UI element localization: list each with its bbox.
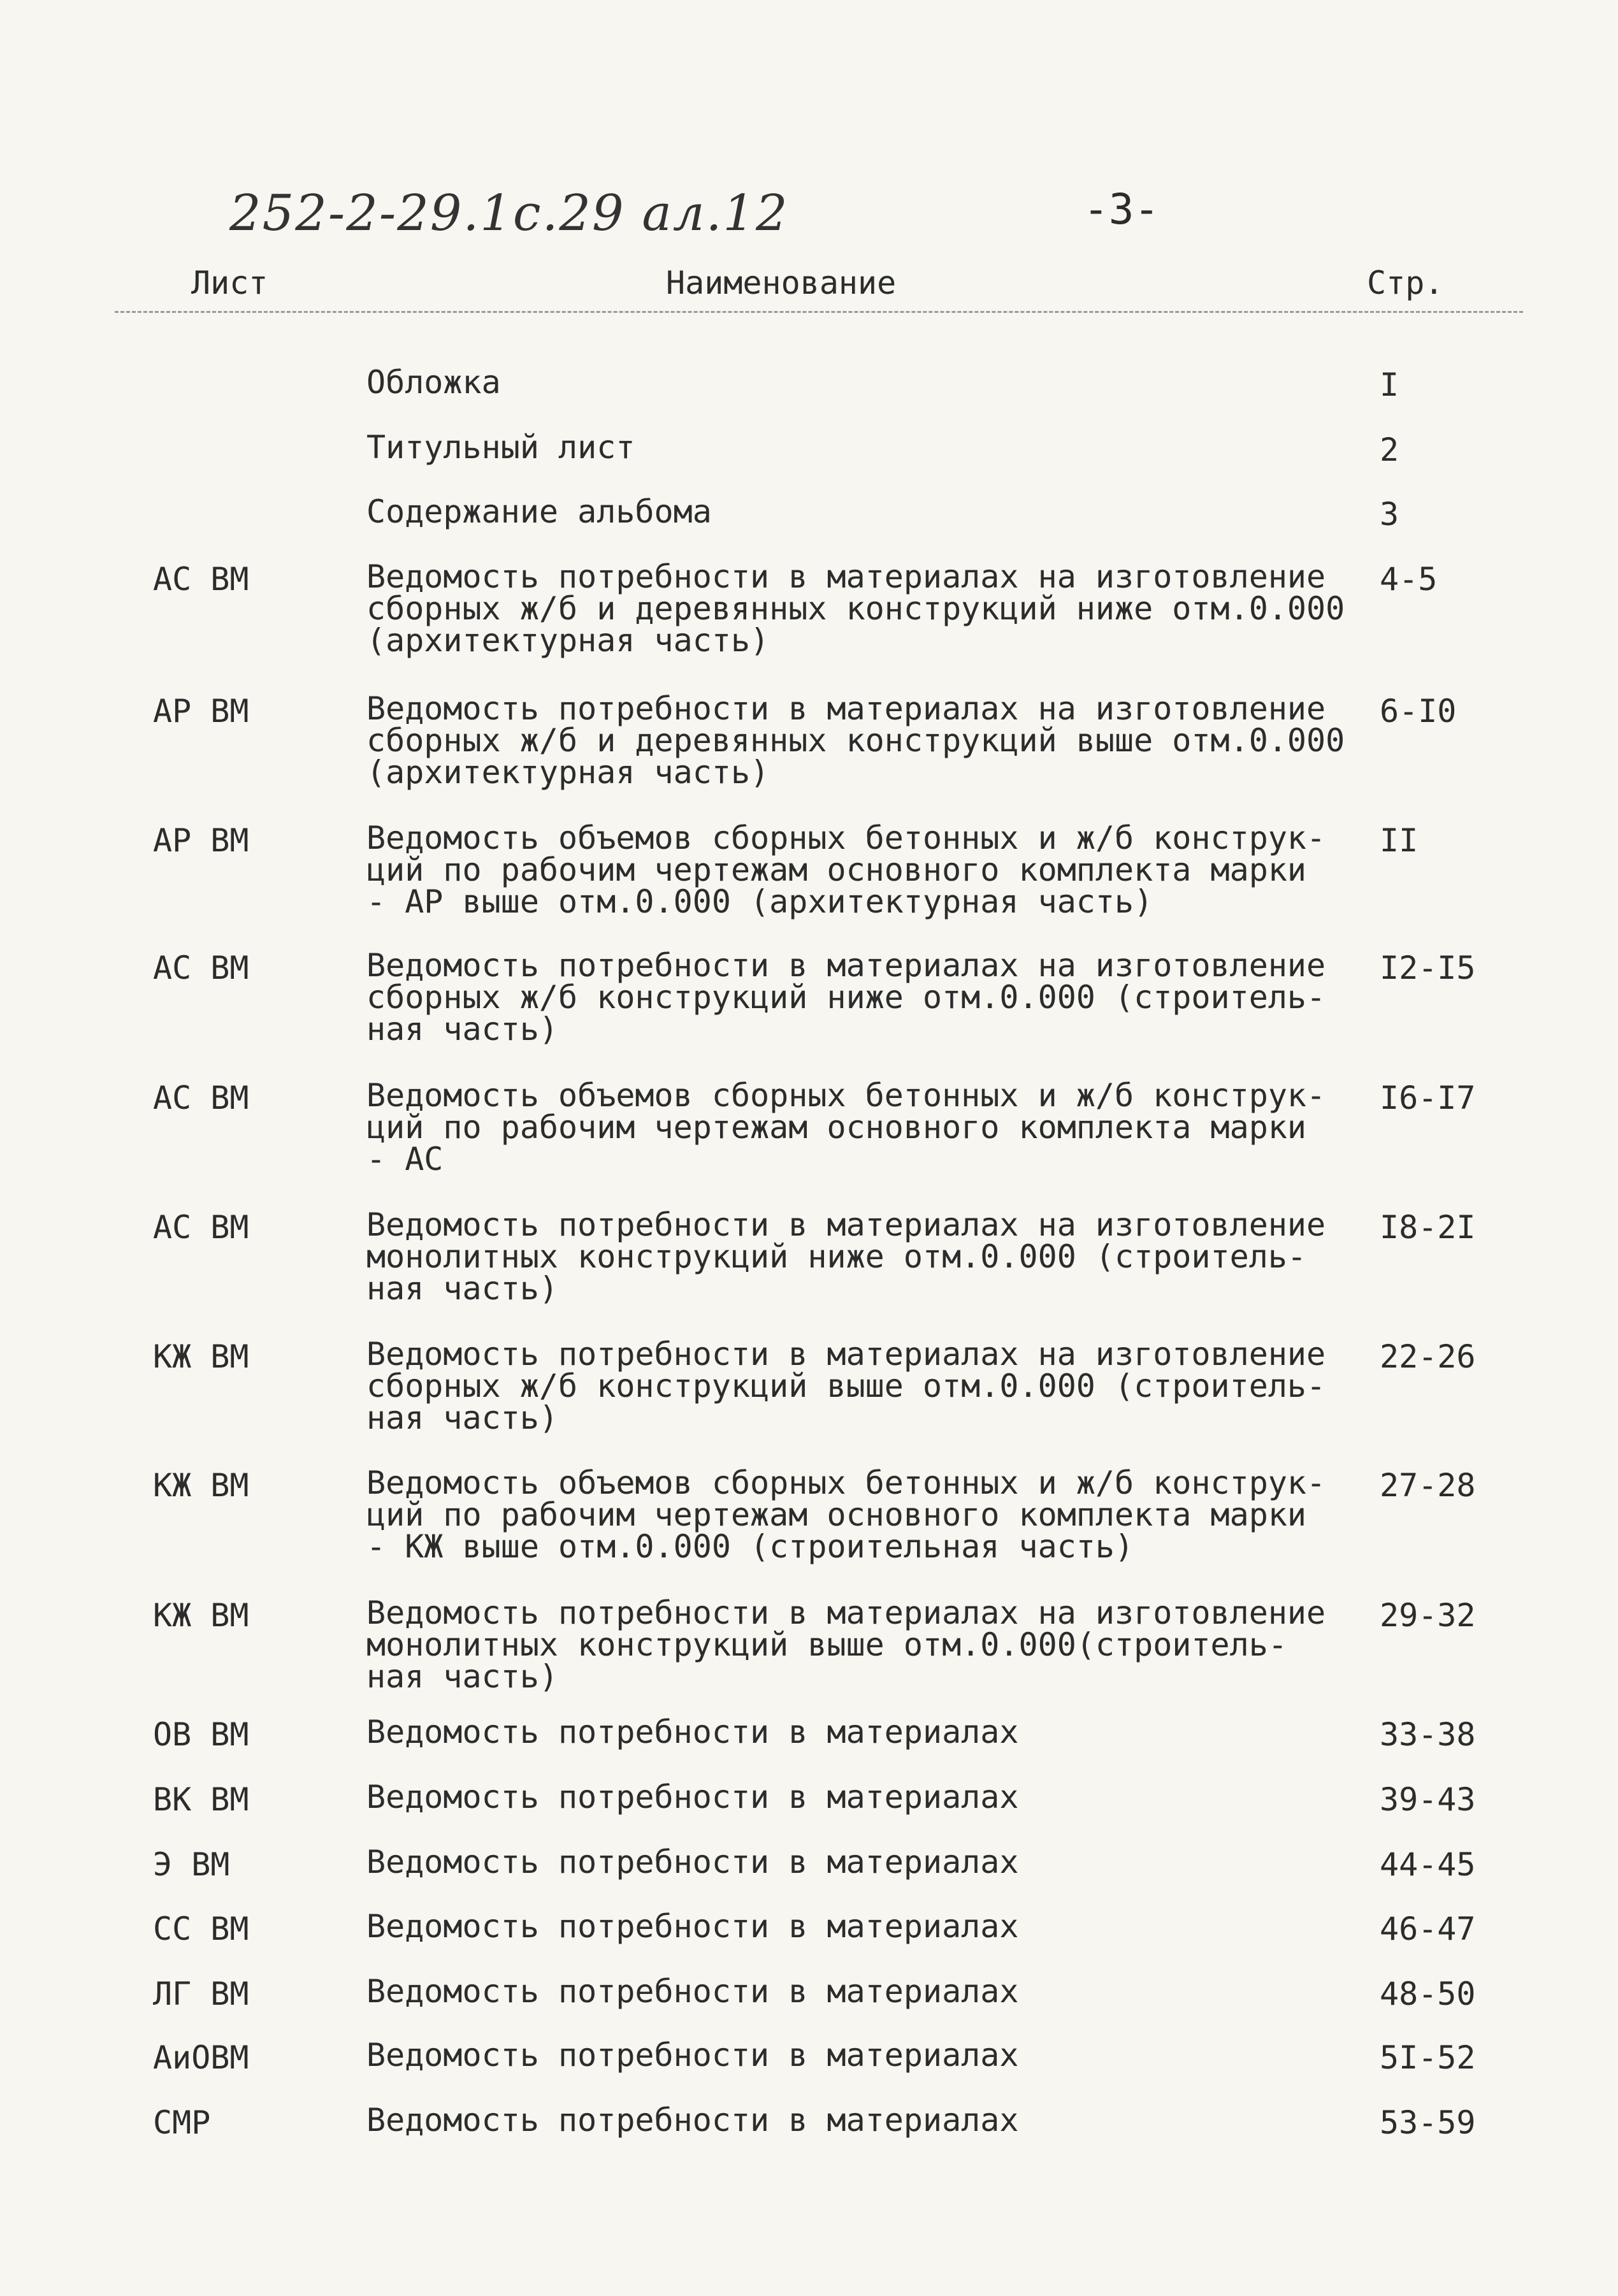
page-range: 53-59: [1380, 2104, 1476, 2141]
sheet-code: КЖ ВМ: [153, 1597, 249, 1634]
sheet-code: АР ВМ: [153, 822, 249, 859]
sheet-code: СМР: [153, 2104, 211, 2141]
item-title: Ведомость потребности в материалах на изготовление сборных ж/б конструкций ниже отм.0.000 (строитель- ная часть): [366, 947, 1326, 1048]
sheet-code: Э ВМ: [153, 1846, 230, 1883]
column-header-page: Стр.: [1367, 264, 1444, 301]
page-range: 5I-52: [1380, 2039, 1476, 2076]
page-range: I2-I5: [1380, 949, 1476, 986]
item-title: Ведомость потребности в материалах: [366, 1908, 1019, 1945]
page-range: I8-2I: [1380, 1209, 1476, 1246]
sheet-code: КЖ ВМ: [153, 1338, 249, 1375]
column-header-name: Наименование: [666, 264, 897, 301]
item-title: Ведомость потребности в материалах: [366, 2037, 1019, 2074]
page-range: 3: [1380, 496, 1399, 533]
page-range: 39-43: [1380, 1781, 1476, 1818]
page-range: 22-26: [1380, 1338, 1476, 1375]
sheet-code: АС ВМ: [153, 561, 249, 598]
page-range: 2: [1380, 431, 1399, 468]
sheet-code: ВК ВМ: [153, 1781, 249, 1818]
sheet-code: СС ВМ: [153, 1910, 249, 1947]
item-title: Обложка: [366, 364, 501, 401]
item-title: Ведомость потребности в материалах на изготовление сборных ж/б и деревянных конструкций ниже отм.0.000 (архитектурная часть): [366, 558, 1345, 659]
sheet-code: АС ВМ: [153, 1209, 249, 1246]
column-header-sheet: Лист: [191, 264, 268, 301]
item-title: Ведомость потребности в материалах: [366, 2102, 1019, 2139]
item-title: Ведомость потребности в материалах: [366, 1714, 1019, 1751]
item-title: Ведомость потребности в материалах на изготовление сборных ж/б конструкций выше отм.0.000 (строитель- ная часть): [366, 1336, 1326, 1436]
item-title: Титульный лист: [366, 429, 635, 466]
item-title: Ведомость потребности в материалах на изготовление сборных ж/б и деревянных конструкций выше отм.0.000 (архитектурная часть): [366, 690, 1345, 791]
page-range: I6-I7: [1380, 1079, 1476, 1116]
document-code: 252-2-29.1с.29 ал.12: [229, 185, 789, 242]
sheet-code: АР ВМ: [153, 693, 249, 730]
sheet-code: КЖ ВМ: [153, 1467, 249, 1504]
item-title: Ведомость потребности в материалах: [366, 1844, 1019, 1881]
item-title: Ведомость потребности в материалах на изготовление монолитных конструкций выше отм.0.000(строитель- ная часть): [366, 1594, 1326, 1695]
page-number: -3-: [1083, 185, 1160, 234]
page-range: 4-5: [1380, 561, 1438, 598]
sheet-code: ЛГ ВМ: [153, 1975, 249, 2012]
item-title: Ведомость объемов сборных бетонных и ж/б конструк- ций по рабочим чертежам основного комплекта марки - КЖ выше отм.0.000 (строительная часть): [366, 1464, 1326, 1565]
page-range: 6-I0: [1380, 693, 1457, 730]
item-title: Ведомость потребности в материалах: [366, 1779, 1019, 1816]
item-title: Содержание альбома: [366, 493, 712, 530]
header-divider: [115, 311, 1523, 313]
item-title: Ведомость потребности в материалах: [366, 1973, 1019, 2010]
item-title: Ведомость потребности в материалах на изготовление монолитных конструкций ниже отм.0.000 (строитель- ная часть): [366, 1206, 1326, 1307]
page-range: I: [1380, 366, 1399, 403]
sheet-code: АС ВМ: [153, 1079, 249, 1116]
item-title: Ведомость объемов сборных бетонных и ж/б конструк- ций по рабочим чертежам основного комплекта марки - АС: [366, 1077, 1326, 1178]
page-range: 48-50: [1380, 1975, 1476, 2012]
page-range: II: [1380, 822, 1419, 859]
page-range: 46-47: [1380, 1910, 1476, 1947]
page-range: 33-38: [1380, 1716, 1476, 1753]
sheet-code: АиОВМ: [153, 2039, 249, 2076]
page-range: 44-45: [1380, 1846, 1476, 1883]
sheet-code: ОВ ВМ: [153, 1716, 249, 1753]
page-range: 27-28: [1380, 1467, 1476, 1504]
sheet-code: АС ВМ: [153, 949, 249, 986]
item-title: Ведомость объемов сборных бетонных и ж/б конструк- ций по рабочим чертежам основного комплекта марки - АР выше отм.0.000 (архитектурная часть): [366, 819, 1326, 920]
page-range: 29-32: [1380, 1597, 1476, 1634]
